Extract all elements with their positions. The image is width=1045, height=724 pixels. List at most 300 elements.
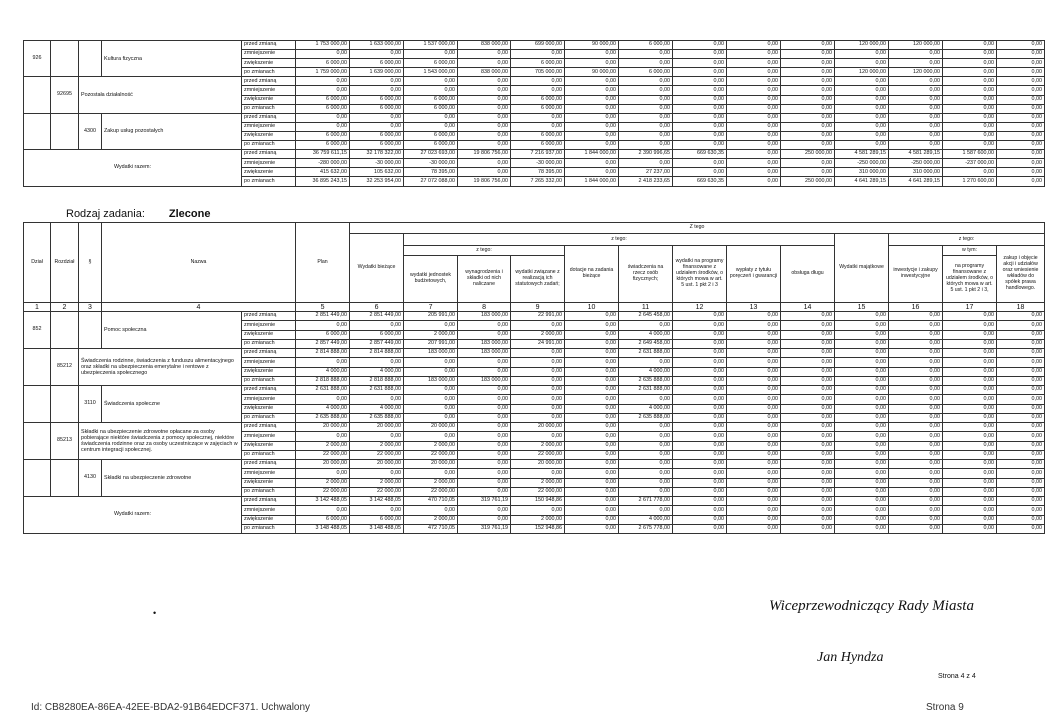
value-cell: 20 000,00 bbox=[404, 460, 458, 469]
value-cell: 0,00 bbox=[835, 376, 889, 385]
value-cell: 0,00 bbox=[835, 506, 889, 515]
value-cell: 0,00 bbox=[727, 50, 781, 59]
value-cell: 0,00 bbox=[889, 321, 943, 330]
value-cell: 0,00 bbox=[619, 469, 673, 478]
value-cell: 2 635 888,00 bbox=[619, 376, 673, 385]
value-cell: 0,00 bbox=[619, 86, 673, 95]
value-cell: 36 759 611,15 bbox=[296, 150, 350, 159]
value-cell: 0,00 bbox=[727, 358, 781, 367]
value-cell: 0,00 bbox=[511, 358, 565, 367]
value-cell: 2 631 888,00 bbox=[296, 386, 350, 395]
value-cell: -30 000,00 bbox=[350, 159, 404, 168]
value-cell: 0,00 bbox=[404, 469, 458, 478]
value-cell: 0,00 bbox=[835, 469, 889, 478]
value-cell: 0,00 bbox=[458, 159, 511, 168]
value-cell: 0,00 bbox=[565, 423, 619, 432]
value-cell: 4 641 289,15 bbox=[889, 177, 943, 186]
row-name: Pozostała działalność bbox=[79, 77, 242, 113]
value-cell: 0,00 bbox=[673, 506, 727, 515]
row-name: Świadczenia rodzinne, świadczenia z funduszu alimentacyjnego oraz składki na ubezpieczenia emerytalne i rentowe z ubezpieczenia społecznego bbox=[79, 349, 242, 386]
value-cell: 0,00 bbox=[781, 450, 835, 459]
value-cell: 0,00 bbox=[673, 131, 727, 140]
hdr-jednostek: wydatki jednostek budżetowych, bbox=[404, 256, 458, 303]
value-cell: 0,00 bbox=[673, 469, 727, 478]
value-cell: 0,00 bbox=[781, 77, 835, 86]
value-cell: 0,00 bbox=[727, 497, 781, 506]
value-cell: 0,00 bbox=[727, 515, 781, 524]
value-cell: 0,00 bbox=[781, 104, 835, 113]
value-cell: 0,00 bbox=[889, 367, 943, 376]
value-cell: 0,00 bbox=[296, 432, 350, 441]
value-cell: 0,00 bbox=[565, 131, 619, 140]
value-cell: 0,00 bbox=[565, 432, 619, 441]
value-cell: 0,00 bbox=[943, 423, 997, 432]
value-cell: 27 237,00 bbox=[619, 168, 673, 177]
value-cell: 1 270 600,00 bbox=[943, 177, 997, 186]
value-cell: 0,00 bbox=[943, 478, 997, 487]
hdr-z-tego-majatkowe: z tego: bbox=[889, 234, 1045, 246]
value-cell: 0,00 bbox=[997, 131, 1045, 140]
value-cell: 0,00 bbox=[889, 349, 943, 358]
value-cell: 1 587 600,00 bbox=[943, 150, 997, 159]
value-cell: 0,00 bbox=[781, 478, 835, 487]
value-cell: 0,00 bbox=[673, 515, 727, 524]
value-cell: 0,00 bbox=[889, 423, 943, 432]
value-cell: 22 991,00 bbox=[511, 312, 565, 321]
value-cell: 6 000,00 bbox=[350, 104, 404, 113]
value-cell: 0,00 bbox=[619, 131, 673, 140]
row-type-label: przed zmianą bbox=[242, 77, 296, 86]
value-cell: 669 630,35 bbox=[673, 177, 727, 186]
row-type-label: zmniejszenie bbox=[242, 506, 296, 515]
value-cell: 78 395,00 bbox=[404, 168, 458, 177]
value-cell: 22 000,00 bbox=[511, 487, 565, 496]
value-cell: 4 000,00 bbox=[619, 367, 673, 376]
value-cell: 0,00 bbox=[727, 159, 781, 168]
row-type-label: po zmianach bbox=[242, 413, 296, 422]
value-cell: 0,00 bbox=[997, 478, 1045, 487]
value-cell: 0,00 bbox=[781, 113, 835, 122]
empty-cell bbox=[24, 423, 51, 460]
hdr-z-tego-top: Z tego bbox=[350, 223, 1045, 234]
value-cell: 20 000,00 bbox=[350, 423, 404, 432]
value-cell: 4 581 289,15 bbox=[889, 150, 943, 159]
value-cell: 0,00 bbox=[835, 113, 889, 122]
value-cell: 4 000,00 bbox=[350, 404, 404, 413]
value-cell: 472 710,05 bbox=[404, 524, 458, 533]
value-cell: 0,00 bbox=[727, 524, 781, 533]
value-cell: 36 895 243,15 bbox=[296, 177, 350, 186]
value-cell: 0,00 bbox=[673, 86, 727, 95]
value-cell: 6 000,00 bbox=[296, 104, 350, 113]
value-cell: 0,00 bbox=[565, 367, 619, 376]
value-cell: 0,00 bbox=[727, 339, 781, 348]
value-cell: 0,00 bbox=[565, 77, 619, 86]
value-cell: 6 000,00 bbox=[619, 41, 673, 50]
value-cell: 2 000,00 bbox=[350, 478, 404, 487]
empty-cell bbox=[79, 41, 102, 77]
hdr-programy: wydatki na programy finansowane z udziałem środków, o których mowa w art. 5 ust. 1 pkt 2 i 3 bbox=[673, 246, 727, 303]
value-cell: 0,00 bbox=[727, 321, 781, 330]
value-cell: 0,00 bbox=[835, 141, 889, 150]
value-cell: 0,00 bbox=[296, 113, 350, 122]
row-name: Zakup usług pozostałych bbox=[102, 113, 242, 149]
value-cell: 0,00 bbox=[781, 441, 835, 450]
value-cell: 0,00 bbox=[565, 95, 619, 104]
value-cell: 32 253 954,00 bbox=[350, 177, 404, 186]
column-number-10: 10 bbox=[565, 303, 619, 312]
value-cell: 0,00 bbox=[889, 59, 943, 68]
empty-cell bbox=[24, 349, 51, 386]
value-cell: 0,00 bbox=[350, 469, 404, 478]
value-cell: 0,00 bbox=[781, 321, 835, 330]
value-cell: 120 000,00 bbox=[835, 41, 889, 50]
value-cell: 0,00 bbox=[727, 423, 781, 432]
row-type-label: zmniejszenie bbox=[242, 358, 296, 367]
value-cell: 1 844 000,00 bbox=[565, 150, 619, 159]
value-cell: 0,00 bbox=[889, 113, 943, 122]
value-cell: 0,00 bbox=[781, 460, 835, 469]
value-cell: 0,00 bbox=[943, 386, 997, 395]
value-cell: 0,00 bbox=[619, 460, 673, 469]
value-cell: 0,00 bbox=[350, 77, 404, 86]
value-cell: 0,00 bbox=[727, 450, 781, 459]
value-cell: 0,00 bbox=[997, 386, 1045, 395]
value-cell: 0,00 bbox=[997, 168, 1045, 177]
value-cell: 0,00 bbox=[296, 506, 350, 515]
value-cell: 0,00 bbox=[943, 59, 997, 68]
value-cell: 0,00 bbox=[350, 358, 404, 367]
value-cell: 0,00 bbox=[619, 141, 673, 150]
value-cell: 3 148 488,05 bbox=[350, 524, 404, 533]
value-cell: 699 000,00 bbox=[511, 41, 565, 50]
row-type-label: zwiększenie bbox=[242, 478, 296, 487]
column-number-12: 12 bbox=[673, 303, 727, 312]
value-cell: 20 000,00 bbox=[296, 460, 350, 469]
value-cell: 2 671 778,00 bbox=[619, 497, 673, 506]
value-cell: 2 857 449,00 bbox=[350, 339, 404, 348]
row-type-label: zwiększenie bbox=[242, 367, 296, 376]
value-cell: 0,00 bbox=[673, 497, 727, 506]
value-cell: 0,00 bbox=[889, 330, 943, 339]
value-cell: 0,00 bbox=[619, 122, 673, 131]
column-number-14: 14 bbox=[781, 303, 835, 312]
value-cell: 0,00 bbox=[511, 469, 565, 478]
value-cell: 0,00 bbox=[997, 460, 1045, 469]
value-cell: 0,00 bbox=[619, 50, 673, 59]
value-cell: 0,00 bbox=[889, 432, 943, 441]
value-cell: 0,00 bbox=[673, 68, 727, 77]
value-cell: 0,00 bbox=[619, 450, 673, 459]
value-cell: 2 000,00 bbox=[404, 330, 458, 339]
row-type-label: przed zmianą bbox=[242, 312, 296, 321]
value-cell: 0,00 bbox=[727, 367, 781, 376]
row-type-label: zmniejszenie bbox=[242, 86, 296, 95]
value-cell: 4 000,00 bbox=[619, 404, 673, 413]
value-cell: 0,00 bbox=[565, 515, 619, 524]
row-name: Kultura fizyczna bbox=[102, 41, 242, 77]
value-cell: 0,00 bbox=[781, 432, 835, 441]
value-cell: 0,00 bbox=[943, 131, 997, 140]
value-cell: 1 753 000,00 bbox=[296, 41, 350, 50]
empty-cell bbox=[51, 386, 79, 423]
value-cell: 0,00 bbox=[727, 404, 781, 413]
value-cell: 0,00 bbox=[943, 367, 997, 376]
value-cell: 0,00 bbox=[673, 404, 727, 413]
value-cell: 0,00 bbox=[889, 386, 943, 395]
value-cell: 0,00 bbox=[781, 367, 835, 376]
value-cell: 470 710,05 bbox=[404, 497, 458, 506]
value-cell: 0,00 bbox=[296, 86, 350, 95]
value-cell: 0,00 bbox=[673, 413, 727, 422]
value-cell: 0,00 bbox=[673, 77, 727, 86]
hdr-nazwa: Nazwa bbox=[102, 223, 296, 303]
value-cell: 0,00 bbox=[296, 50, 350, 59]
hdr-akcje: zakup i objęcie akcji i udziałów oraz wniesienie wkładów do spółek prawa handlowego. bbox=[997, 246, 1045, 303]
value-cell: 90 000,00 bbox=[565, 41, 619, 50]
value-cell: 0,00 bbox=[943, 376, 997, 385]
value-cell: 2 851 449,00 bbox=[296, 312, 350, 321]
value-cell: 2 000,00 bbox=[511, 330, 565, 339]
value-cell: 0,00 bbox=[997, 159, 1045, 168]
value-cell: 0,00 bbox=[781, 68, 835, 77]
value-cell: 0,00 bbox=[727, 376, 781, 385]
value-cell: 6 000,00 bbox=[511, 104, 565, 113]
hdr-wydatki-majatkowe: Wydatki majątkowe bbox=[835, 234, 889, 303]
row-type-label: zmniejszenie bbox=[242, 395, 296, 404]
table-row bbox=[24, 77, 1045, 86]
task-type-label: Rodzaj zadania: Zlecone bbox=[66, 208, 211, 220]
value-cell: 32 178 322,00 bbox=[350, 150, 404, 159]
value-cell: 0,00 bbox=[673, 423, 727, 432]
value-cell: 0,00 bbox=[727, 349, 781, 358]
value-cell: 0,00 bbox=[835, 330, 889, 339]
value-cell: 0,00 bbox=[673, 376, 727, 385]
value-cell: 1 759 000,00 bbox=[296, 68, 350, 77]
value-cell: -237 000,00 bbox=[943, 159, 997, 168]
value-cell: 0,00 bbox=[350, 122, 404, 131]
value-cell: 0,00 bbox=[997, 312, 1045, 321]
value-cell: 22 000,00 bbox=[350, 450, 404, 459]
value-cell: 0,00 bbox=[404, 367, 458, 376]
value-cell: 0,00 bbox=[673, 450, 727, 459]
value-cell: 250 000,00 bbox=[781, 150, 835, 159]
footer-id: Id: CB8280EA-86EA-42EE-BDA2-91B64EDCF371. Uchwalony bbox=[31, 702, 311, 713]
value-cell: 2 851 449,00 bbox=[350, 312, 404, 321]
value-cell: 0,00 bbox=[727, 441, 781, 450]
value-cell: 0,00 bbox=[511, 50, 565, 59]
page-number: Strona 4 z 4 bbox=[938, 673, 976, 680]
hdr-swiadczenia: świadczenia na rzecz osób fizycznych; bbox=[619, 246, 673, 303]
value-cell: 6 000,00 bbox=[296, 330, 350, 339]
value-cell: 27 023 693,00 bbox=[404, 150, 458, 159]
value-cell: 0,00 bbox=[943, 77, 997, 86]
value-cell: 0,00 bbox=[458, 330, 511, 339]
value-cell: 0,00 bbox=[458, 86, 511, 95]
value-cell: 0,00 bbox=[943, 349, 997, 358]
value-cell: 0,00 bbox=[781, 349, 835, 358]
row-type-label: zwiększenie bbox=[242, 168, 296, 177]
value-cell: 6 000,00 bbox=[404, 104, 458, 113]
column-number-15: 15 bbox=[835, 303, 889, 312]
value-cell: 0,00 bbox=[943, 330, 997, 339]
value-cell: 0,00 bbox=[673, 441, 727, 450]
value-cell: 0,00 bbox=[727, 168, 781, 177]
value-cell: 0,00 bbox=[673, 312, 727, 321]
value-cell: 0,00 bbox=[997, 404, 1045, 413]
value-cell: 0,00 bbox=[943, 113, 997, 122]
value-cell: 205 991,00 bbox=[404, 312, 458, 321]
value-cell: 0,00 bbox=[943, 413, 997, 422]
value-cell: 0,00 bbox=[565, 141, 619, 150]
row-type-label: przed zmianą bbox=[242, 113, 296, 122]
value-cell: 0,00 bbox=[943, 122, 997, 131]
value-cell: 0,00 bbox=[781, 506, 835, 515]
hdr-rozdzial: Rozdział bbox=[51, 223, 79, 303]
value-cell: 0,00 bbox=[889, 339, 943, 348]
value-cell: 0,00 bbox=[404, 413, 458, 422]
value-cell: 2 818 888,00 bbox=[296, 376, 350, 385]
value-cell: 0,00 bbox=[404, 386, 458, 395]
value-cell: 319 761,19 bbox=[458, 497, 511, 506]
value-cell: 0,00 bbox=[458, 113, 511, 122]
value-cell: 6 000,00 bbox=[404, 141, 458, 150]
column-number-4: 4 bbox=[102, 303, 296, 312]
value-cell: 0,00 bbox=[619, 77, 673, 86]
value-cell: 0,00 bbox=[673, 113, 727, 122]
value-cell: 0,00 bbox=[835, 524, 889, 533]
task-type-value: Zlecone bbox=[168, 208, 211, 220]
value-cell: 0,00 bbox=[997, 68, 1045, 77]
value-cell: 0,00 bbox=[565, 122, 619, 131]
value-cell: 0,00 bbox=[727, 150, 781, 159]
value-cell: 0,00 bbox=[997, 349, 1045, 358]
value-cell: 0,00 bbox=[296, 469, 350, 478]
value-cell: 0,00 bbox=[781, 376, 835, 385]
value-cell: 2 000,00 bbox=[511, 441, 565, 450]
value-cell: 0,00 bbox=[889, 95, 943, 104]
value-cell: 0,00 bbox=[781, 159, 835, 168]
value-cell: 4 641 289,15 bbox=[835, 177, 889, 186]
value-cell: 6 000,00 bbox=[404, 131, 458, 140]
row-type-label: przed zmianą bbox=[242, 497, 296, 506]
value-cell: 0,00 bbox=[997, 113, 1045, 122]
value-cell: 0,00 bbox=[835, 497, 889, 506]
value-cell: 0,00 bbox=[835, 104, 889, 113]
value-cell: 0,00 bbox=[296, 77, 350, 86]
value-cell: 0,00 bbox=[673, 159, 727, 168]
value-cell: 0,00 bbox=[565, 50, 619, 59]
value-cell: 0,00 bbox=[404, 77, 458, 86]
value-cell: 0,00 bbox=[511, 349, 565, 358]
value-cell: 0,00 bbox=[835, 460, 889, 469]
value-cell: 183 000,00 bbox=[404, 376, 458, 385]
row-type-label: po zmianach bbox=[242, 141, 296, 150]
value-cell: 0,00 bbox=[781, 122, 835, 131]
value-cell: 0,00 bbox=[889, 312, 943, 321]
value-cell: 6 000,00 bbox=[296, 141, 350, 150]
value-cell: 0,00 bbox=[511, 386, 565, 395]
value-cell: 0,00 bbox=[565, 524, 619, 533]
value-cell: 183 000,00 bbox=[458, 349, 511, 358]
value-cell: 0,00 bbox=[458, 321, 511, 330]
value-cell: 20 000,00 bbox=[511, 460, 565, 469]
value-cell: 0,00 bbox=[565, 395, 619, 404]
row-name: Składki na ubezpieczenie zdrowotne opłacane za osoby pobierające niektóre świadczenia z pomocy społecznej, niektóre świadczenia rodzinne oraz za osoby uczestniczące w zajęciach w centrum integracji społecznej. bbox=[79, 423, 242, 460]
signature-name: Jan Hyndza bbox=[817, 650, 884, 665]
value-cell: 0,00 bbox=[619, 423, 673, 432]
value-cell: 0,00 bbox=[565, 159, 619, 168]
signature-title: Wiceprzewodniczący Rady Miasta bbox=[769, 598, 974, 614]
value-cell: 0,00 bbox=[565, 358, 619, 367]
value-cell: 310 000,00 bbox=[889, 168, 943, 177]
value-cell: 838 000,00 bbox=[458, 41, 511, 50]
value-cell: 0,00 bbox=[835, 450, 889, 459]
paragraf-code: 4130 bbox=[79, 460, 102, 497]
value-cell: 0,00 bbox=[350, 86, 404, 95]
value-cell: 0,00 bbox=[565, 104, 619, 113]
value-cell: 6 000,00 bbox=[296, 131, 350, 140]
table-row bbox=[24, 349, 1045, 358]
value-cell: 0,00 bbox=[997, 59, 1045, 68]
value-cell: 0,00 bbox=[997, 321, 1045, 330]
row-type-label: zmniejszenie bbox=[242, 469, 296, 478]
value-cell: 207 991,00 bbox=[404, 339, 458, 348]
value-cell: 0,00 bbox=[889, 460, 943, 469]
value-cell: 2 000,00 bbox=[404, 441, 458, 450]
rozdzial-code: 85213 bbox=[51, 423, 79, 460]
row-type-label: po zmianach bbox=[242, 104, 296, 113]
column-number-8: 8 bbox=[458, 303, 511, 312]
value-cell: 0,00 bbox=[997, 141, 1045, 150]
value-cell: 0,00 bbox=[458, 95, 511, 104]
row-type-label: przed zmianą bbox=[242, 460, 296, 469]
paragraf-code: 4300 bbox=[79, 113, 102, 149]
value-cell: 0,00 bbox=[458, 104, 511, 113]
value-cell: 0,00 bbox=[511, 86, 565, 95]
value-cell: 0,00 bbox=[835, 312, 889, 321]
hdr-inwestycje: inwestycje i zakupy inwestycyjne bbox=[889, 246, 943, 303]
column-number-18: 18 bbox=[997, 303, 1045, 312]
value-cell: 0,00 bbox=[565, 404, 619, 413]
value-cell: 0,00 bbox=[835, 515, 889, 524]
value-cell: 0,00 bbox=[889, 413, 943, 422]
value-cell: 2 418 233,65 bbox=[619, 177, 673, 186]
value-cell: 0,00 bbox=[458, 478, 511, 487]
value-cell: 0,00 bbox=[727, 330, 781, 339]
value-cell: 7 265 332,00 bbox=[511, 177, 565, 186]
value-cell: 0,00 bbox=[889, 469, 943, 478]
value-cell: 0,00 bbox=[835, 339, 889, 348]
value-cell: 6 000,00 bbox=[511, 95, 565, 104]
value-cell: 0,00 bbox=[835, 59, 889, 68]
value-cell: 6 000,00 bbox=[296, 59, 350, 68]
value-cell: 0,00 bbox=[781, 497, 835, 506]
hdr-z-tego-jednostek: z tego: bbox=[404, 246, 565, 256]
value-cell: 0,00 bbox=[727, 395, 781, 404]
value-cell: 0,00 bbox=[835, 386, 889, 395]
value-cell: 0,00 bbox=[619, 159, 673, 168]
value-cell: 0,00 bbox=[997, 441, 1045, 450]
value-cell: 0,00 bbox=[404, 122, 458, 131]
value-cell: 4 000,00 bbox=[296, 367, 350, 376]
value-cell: 0,00 bbox=[565, 59, 619, 68]
row-type-label: zmniejszenie bbox=[242, 432, 296, 441]
empty-cell bbox=[51, 312, 79, 349]
value-cell: 0,00 bbox=[889, 77, 943, 86]
value-cell: 0,00 bbox=[943, 141, 997, 150]
value-cell: 415 632,00 bbox=[296, 168, 350, 177]
